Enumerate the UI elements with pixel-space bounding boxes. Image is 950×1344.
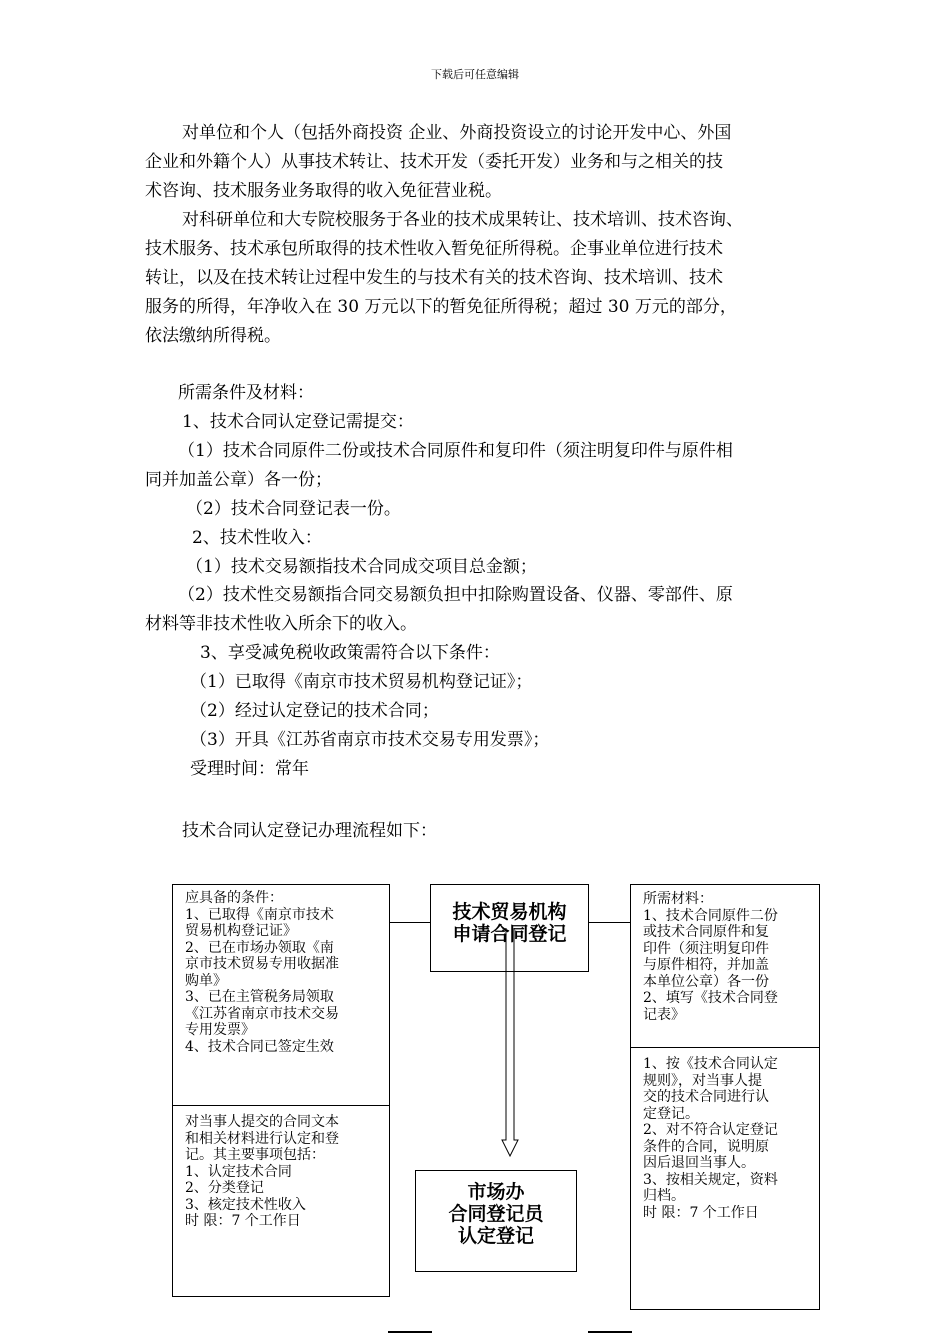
- paragraph-line: 转让，以及在技术转让过程中发生的与技术有关的技术咨询、技术培训、技术: [145, 268, 723, 288]
- requirement-line: （2）技术性交易额指合同交易额负担中扣除购置设备、仪器、零部件、原: [178, 585, 733, 605]
- requirement-line: 1、技术合同认定登记需提交：: [182, 412, 414, 432]
- paragraph-line: 技术服务、技术承包所取得的技术性收入暂免征所得税。企事业单位进行技术: [145, 239, 723, 259]
- application-title: 技术贸易机构 申请合同登记: [452, 901, 567, 945]
- paragraph-line: 对单位和个人（包括外商投资 企业、外商投资设立的讨论开发中心、外国: [182, 123, 732, 143]
- requirement-line: 2、技术性收入：: [192, 528, 322, 548]
- connector-left: [389, 922, 431, 923]
- requirements-heading: 所需条件及材料：: [178, 383, 314, 403]
- paragraph-line: 对科研单位和大专院校服务于各业的技术成果转让、技术培训、技术咨询、: [182, 210, 743, 230]
- registration-title: 市场办 合同登记员 认定登记: [448, 1181, 544, 1247]
- requirement-line: （2）技术合同登记表一份。: [186, 499, 401, 519]
- requirement-line: （1）已取得《南京市技术贸易机构登记证》；: [190, 672, 533, 692]
- review-text: 对当事人提交的合同文本 和相关材料进行认定和登 记。其主要事项包括： 1、认定技术合同 2、分类登记 3、核定技术性收入 时 限：7 个工作日: [185, 1114, 339, 1229]
- requirement-line: （2）经过认定登记的技术合同；: [190, 701, 439, 721]
- acceptance-time: 受理时间：常年: [190, 759, 309, 779]
- requirement-line: （3）开具《江苏省南京市技术交易专用发票》；: [190, 730, 550, 750]
- requirement-line: 材料等非技术性收入所余下的收入。: [145, 614, 417, 634]
- paragraph-line: 术咨询、技术服务业务取得的收入免征营业税。: [145, 181, 502, 201]
- down-arrow: [500, 928, 520, 1158]
- requirement-line: 同并加盖公章）各一份；: [145, 470, 332, 490]
- paragraph-line: 企业和外籍个人）从事技术转让、技术开发（委托开发）业务和与之相关的技: [145, 152, 723, 172]
- materials-box: [630, 884, 820, 1048]
- conditions-box: [172, 884, 390, 1106]
- conditions-text: 应具备的条件： 1、已取得《南京市技术 贸易机构登记证》 2、已在市场办领取《南 京市技术贸易专用收据准 购单》 3、已在主管税务局领取 《江苏省南京市技术交易 专用发票》 4、技术合同已签定生效: [185, 890, 339, 1055]
- connector-right: [588, 922, 631, 923]
- requirement-line: 3、享受减免税收政策需符合以下条件：: [200, 643, 500, 663]
- review-box: [172, 1105, 390, 1297]
- registration-box: [415, 1170, 577, 1272]
- flow-heading: 技术合同认定登记办理流程如下：: [182, 821, 437, 841]
- requirement-line: （1）技术交易额指技术合同成交项目总金额；: [186, 557, 537, 577]
- process-text: 1、按《技术合同认定 规则》，对当事人提 交的技术合同进行认 定登记。 2、对不符合认定登记 条件的合同，说明原 因后退回当事人。 3、按相关规定，资料 归档。 时 限：7 个工作日: [643, 1056, 778, 1221]
- bottom-rule-right: [588, 1331, 632, 1333]
- requirement-line: （1）技术合同原件二份或技术合同原件和复印件（须注明复印件与原件相: [178, 441, 733, 461]
- process-box: [630, 1047, 820, 1310]
- bottom-rule-left: [388, 1331, 432, 1333]
- paragraph-line: 依法缴纳所得税。: [145, 326, 281, 346]
- paragraph-line: 服务的所得，年净收入在 30 万元以下的暂免征所得税；超过 30 万元的部分，: [145, 297, 737, 317]
- materials-text: 所需材料： 1、技术合同原件二份 或技术合同原件和复 印件（须注明复印件 与原件相符，并加盖 本单位公章）各一份 2、填写《技术合同登 记表》: [643, 891, 778, 1023]
- page-header: 下载后可任意编辑: [431, 68, 519, 81]
